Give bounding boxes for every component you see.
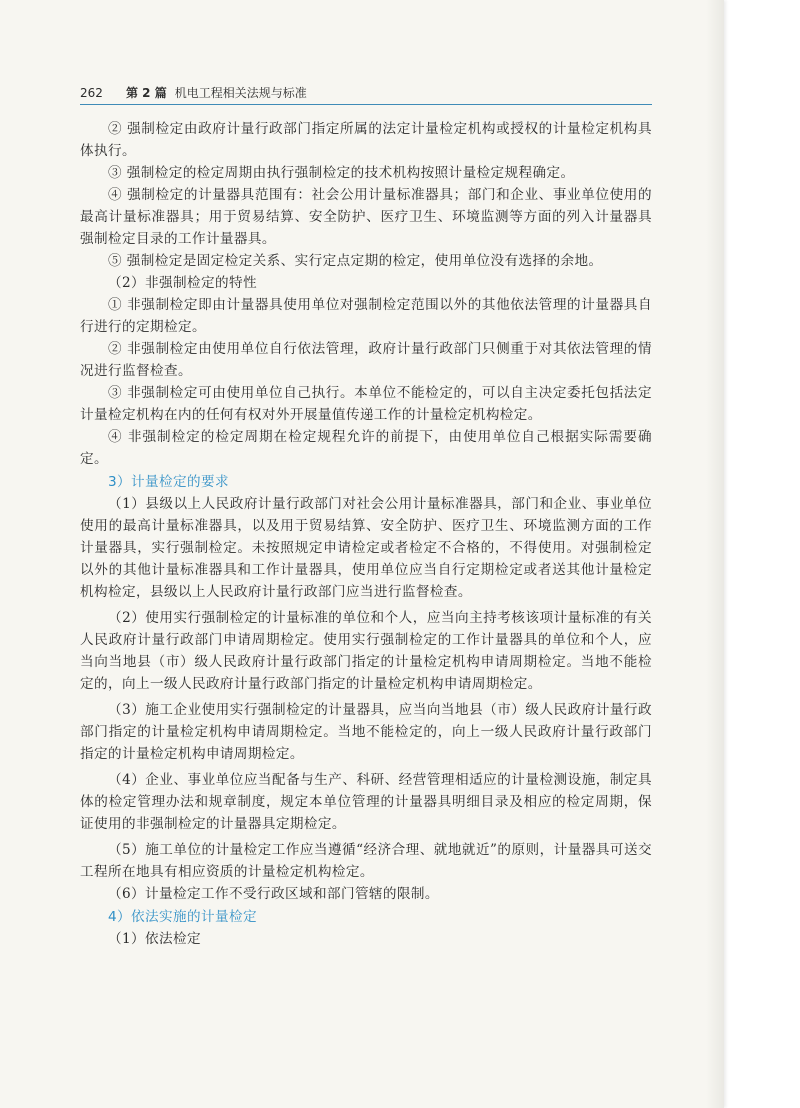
paragraph: ② 强制检定由政府计量行政部门指定所属的法定计量检定机构或授权的计量检定机构具体执行。 xyxy=(80,121,652,159)
page-body xyxy=(80,118,652,950)
paragraph: ③ 非强制检定可由使用单位自己执行。本单位不能检定的，可以自主决定委托包括法定计量检定机构在内的任何有权对外开展量值传递工作的计量检定机构检定。 xyxy=(80,385,652,423)
paragraph: ⑤ 强制检定是固定检定关系、实行定点定期的检定，使用单位没有选择的余地。 xyxy=(108,253,603,269)
paragraph: （5）施工单位的计量检定工作应当遵循“经济合理、就地就近”的原则，计量器具可送交工程所在地具有相应资质的计量检定机构检定。 xyxy=(80,842,652,880)
section-heading-4: 4）依法实施的计量检定 xyxy=(108,909,257,925)
paragraph: （1）县级以上人民政府计量行政部门对社会公用计量标准器具，部门和企业、事业单位使用的最高计量标准器具，以及用于贸易结算、安全防护、医疗卫生、环境监测方面的工作计量器具，实行强制检定。未按照规定申请检定或者检定不合格的，不得使用。对强制检定以外的其他计量标准器具和工作计量器具，使用单位应当自行定期检定或者送其他计量检定机构检定，县级以上人民政府计量行政部门应当进行监督检查。 xyxy=(80,496,652,600)
paragraph: （4）企业、事业单位应当配备与生产、科研、经营管理相适应的计量检测设施，制定具体的检定管理办法和规章制度，规定本单位管理的计量器具明细目录及相应的检定周期，保证使用的非强制检定的计量器具定期检定。 xyxy=(80,772,652,832)
section-heading-3: 3）计量检定的要求 xyxy=(108,474,229,490)
paragraph: ① 非强制检定即由计量器具使用单位对强制检定范围以外的其他依法管理的计量器具自行进行的定期检定。 xyxy=(80,297,652,335)
paragraph: ③ 强制检定的检定周期由执行强制检定的技术机构按照计量检定规程确定。 xyxy=(108,165,575,181)
subsection-heading: （1）依法检定 xyxy=(108,931,202,947)
paragraph: ④ 强制检定的计量器具范围有：社会公用计量标准器具；部门和企业、事业单位使用的最高计量标准器具；用于贸易结算、安全防护、医疗卫生、环境监测等方面的列入计量器具强制检定目录的工作计量器具。 xyxy=(80,187,652,247)
page-header xyxy=(80,84,652,104)
paragraph: ④ 非强制检定的检定周期在检定规程允许的前提下，由使用单位自己根据实际需要确定。 xyxy=(80,429,652,467)
header-rule xyxy=(80,104,652,105)
paragraph: （6）计量检定工作不受行政区域和部门管辖的限制。 xyxy=(108,886,439,902)
part-label: 第 2 篇 xyxy=(126,86,167,100)
paragraph: ② 非强制检定由使用单位自行依法管理，政府计量行政部门只侧重于对其依法管理的情况进行监督检查。 xyxy=(80,341,652,379)
paragraph: （2）使用实行强制检定的计量标准的单位和个人，应当向主持考核该项计量标准的有关人民政府计量行政部门申请周期检定。使用实行强制检定的工作计量器具的单位和个人，应当向当地县（市）级人民政府计量行政部门指定的计量检定机构申请周期检定。当地不能检定的，向上一级人民政府计量行政部门指定的计量检定机构申请周期检定。 xyxy=(80,610,652,692)
page-number: 262 xyxy=(80,86,103,100)
subsection-heading: （2）非强制检定的特性 xyxy=(108,275,257,291)
part-title: 机电工程相关法规与标准 xyxy=(174,86,307,100)
paragraph: （3）施工企业使用实行强制检定的计量器具，应当向当地县（市）级人民政府计量行政部门指定的计量检定机构申请周期检定。当地不能检定的，向上一级人民政府计量行政部门指定的计量检定机构申请周期检定。 xyxy=(80,702,652,762)
